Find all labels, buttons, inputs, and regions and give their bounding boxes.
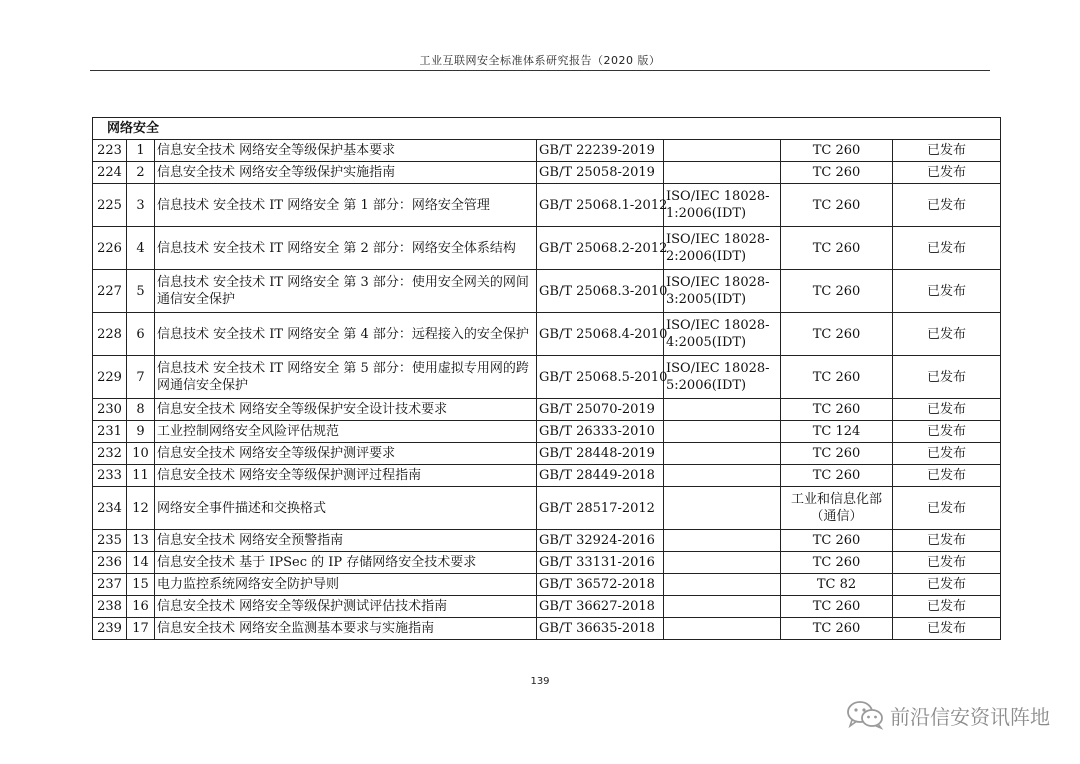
- iso-reference: [664, 618, 781, 640]
- row-index: 11: [127, 465, 155, 487]
- row-number: 238: [93, 596, 127, 618]
- status: 已发布: [893, 184, 1001, 227]
- standard-code: GB/T 25070-2019: [537, 399, 664, 421]
- row-index: 7: [127, 356, 155, 399]
- row-number: 236: [93, 552, 127, 574]
- standard-code: GB/T 36627-2018: [537, 596, 664, 618]
- status: 已发布: [893, 313, 1001, 356]
- standard-name: 工业控制网络安全风险评估规范: [155, 421, 537, 443]
- technical-committee: TC 124: [781, 421, 893, 443]
- section-title: 网络安全: [93, 118, 1001, 140]
- technical-committee: TC 260: [781, 443, 893, 465]
- row-index: 15: [127, 574, 155, 596]
- table-row: [93, 618, 1001, 640]
- technical-committee: TC 260: [781, 618, 893, 640]
- status: 已发布: [893, 227, 1001, 270]
- standard-name: 信息安全技术 网络安全等级保护安全设计技术要求: [155, 399, 537, 421]
- table-row: [93, 487, 1001, 530]
- row-number: 235: [93, 530, 127, 552]
- standard-code: GB/T 25068.2-2012: [537, 227, 664, 270]
- row-index: 3: [127, 184, 155, 227]
- standard-code: GB/T 26333-2010: [537, 421, 664, 443]
- technical-committee: TC 260: [781, 313, 893, 356]
- row-index: 17: [127, 618, 155, 640]
- table-row: [93, 421, 1001, 443]
- standard-code: GB/T 25068.5-2010: [537, 356, 664, 399]
- standard-name: 信息技术 安全技术 IT 网络安全 第 1 部分：网络安全管理: [155, 184, 537, 227]
- iso-reference: ISO/IEC 18028-1:2006(IDT): [664, 184, 781, 227]
- iso-reference: ISO/IEC 18028-2:2006(IDT): [664, 227, 781, 270]
- standard-name: 信息安全技术 网络安全等级保护实施指南: [155, 162, 537, 184]
- table-row: [93, 399, 1001, 421]
- status: 已发布: [893, 596, 1001, 618]
- table-row: [93, 443, 1001, 465]
- standard-name: 网络安全事件描述和交换格式: [155, 487, 537, 530]
- table-row: [93, 140, 1001, 162]
- technical-committee: TC 260: [781, 356, 893, 399]
- status: 已发布: [893, 552, 1001, 574]
- iso-reference: [664, 552, 781, 574]
- row-number: 230: [93, 399, 127, 421]
- row-number: 239: [93, 618, 127, 640]
- row-number: 234: [93, 487, 127, 530]
- iso-reference: [664, 530, 781, 552]
- report-header-title: 工业互联网安全标准体系研究报告（2020 版）: [419, 54, 661, 67]
- standard-name: 信息技术 安全技术 IT 网络安全 第 3 部分：使用安全网关的网间通信安全保护: [155, 270, 537, 313]
- table-row: [93, 574, 1001, 596]
- standard-name: 信息技术 安全技术 IT 网络安全 第 2 部分：网络安全体系结构: [155, 227, 537, 270]
- iso-reference: [664, 465, 781, 487]
- iso-reference: [664, 596, 781, 618]
- standard-code: GB/T 25068.1-2012: [537, 184, 664, 227]
- standard-code: GB/T 36635-2018: [537, 618, 664, 640]
- standard-code: GB/T 32924-2016: [537, 530, 664, 552]
- row-number: 232: [93, 443, 127, 465]
- technical-committee: TC 82: [781, 574, 893, 596]
- status: 已发布: [893, 162, 1001, 184]
- standards-table: [92, 117, 1001, 640]
- iso-reference: [664, 162, 781, 184]
- standard-name: 信息技术 安全技术 IT 网络安全 第 4 部分：远程接入的安全保护: [155, 313, 537, 356]
- iso-reference: ISO/IEC 18028-3:2005(IDT): [664, 270, 781, 313]
- standard-code: GB/T 33131-2016: [537, 552, 664, 574]
- iso-reference: [664, 487, 781, 530]
- wechat-icon: [846, 700, 884, 730]
- row-number: 225: [93, 184, 127, 227]
- standard-code: GB/T 28517-2012: [537, 487, 664, 530]
- standard-name: 信息安全技术 网络安全预警指南: [155, 530, 537, 552]
- standard-code: GB/T 28449-2018: [537, 465, 664, 487]
- row-index: 16: [127, 596, 155, 618]
- status: 已发布: [893, 530, 1001, 552]
- technical-committee: TC 260: [781, 162, 893, 184]
- technical-committee: TC 260: [781, 530, 893, 552]
- standard-name: 信息安全技术 网络安全监测基本要求与实施指南: [155, 618, 537, 640]
- status: 已发布: [893, 270, 1001, 313]
- row-index: 14: [127, 552, 155, 574]
- row-number: 233: [93, 465, 127, 487]
- standard-code: GB/T 28448-2019: [537, 443, 664, 465]
- row-index: 10: [127, 443, 155, 465]
- header-divider: [90, 70, 990, 71]
- table-row: [93, 530, 1001, 552]
- table-row: [93, 596, 1001, 618]
- iso-reference: ISO/IEC 18028-5:2006(IDT): [664, 356, 781, 399]
- technical-committee: TC 260: [781, 596, 893, 618]
- iso-reference: ISO/IEC 18028-4:2005(IDT): [664, 313, 781, 356]
- row-index: 2: [127, 162, 155, 184]
- watermark: [846, 700, 1050, 730]
- standard-code: GB/T 25058-2019: [537, 162, 664, 184]
- row-number: 237: [93, 574, 127, 596]
- watermark-text: 前沿信安资讯阵地: [890, 704, 1050, 729]
- status: 已发布: [893, 356, 1001, 399]
- section-header-row: [93, 118, 1001, 140]
- row-index: 8: [127, 399, 155, 421]
- status: 已发布: [893, 465, 1001, 487]
- table-row: [93, 184, 1001, 227]
- technical-committee: TC 260: [781, 270, 893, 313]
- standard-code: GB/T 25068.3-2010: [537, 270, 664, 313]
- technical-committee: TC 260: [781, 399, 893, 421]
- technical-committee: TC 260: [781, 227, 893, 270]
- technical-committee: TC 260: [781, 140, 893, 162]
- technical-committee: TC 260: [781, 184, 893, 227]
- row-index: 9: [127, 421, 155, 443]
- status: 已发布: [893, 443, 1001, 465]
- status: 已发布: [893, 399, 1001, 421]
- row-number: 226: [93, 227, 127, 270]
- standard-name: 信息技术 安全技术 IT 网络安全 第 5 部分：使用虚拟专用网的跨网通信安全保护: [155, 356, 537, 399]
- table-row: [93, 270, 1001, 313]
- row-number: 228: [93, 313, 127, 356]
- row-number: 229: [93, 356, 127, 399]
- technical-committee: TC 260: [781, 465, 893, 487]
- page-number: 139: [530, 676, 550, 687]
- table-row: [93, 356, 1001, 399]
- standard-name: 信息安全技术 网络安全等级保护测评过程指南: [155, 465, 537, 487]
- standard-name: 电力监控系统网络安全防护导则: [155, 574, 537, 596]
- iso-reference: [664, 421, 781, 443]
- iso-reference: [664, 574, 781, 596]
- row-index: 5: [127, 270, 155, 313]
- status: 已发布: [893, 140, 1001, 162]
- iso-reference: [664, 399, 781, 421]
- row-index: 12: [127, 487, 155, 530]
- standard-name: 信息安全技术 网络安全等级保护基本要求: [155, 140, 537, 162]
- standard-code: GB/T 22239-2019: [537, 140, 664, 162]
- status: 已发布: [893, 574, 1001, 596]
- standard-code: GB/T 25068.4-2010: [537, 313, 664, 356]
- table-row: [93, 227, 1001, 270]
- standard-name: 信息安全技术 基于 IPSec 的 IP 存储网络安全技术要求: [155, 552, 537, 574]
- status: 已发布: [893, 487, 1001, 530]
- standard-code: GB/T 36572-2018: [537, 574, 664, 596]
- standard-name: 信息安全技术 网络安全等级保护测评要求: [155, 443, 537, 465]
- technical-committee: 工业和信息化部（通信）: [781, 487, 893, 530]
- table-row: [93, 465, 1001, 487]
- status: 已发布: [893, 618, 1001, 640]
- table-row: [93, 162, 1001, 184]
- row-number: 224: [93, 162, 127, 184]
- row-index: 13: [127, 530, 155, 552]
- row-index: 1: [127, 140, 155, 162]
- table-row: [93, 313, 1001, 356]
- row-number: 227: [93, 270, 127, 313]
- status: 已发布: [893, 421, 1001, 443]
- row-number: 231: [93, 421, 127, 443]
- technical-committee: TC 260: [781, 552, 893, 574]
- iso-reference: [664, 140, 781, 162]
- row-number: 223: [93, 140, 127, 162]
- iso-reference: [664, 443, 781, 465]
- table-row: [93, 552, 1001, 574]
- row-index: 4: [127, 227, 155, 270]
- row-index: 6: [127, 313, 155, 356]
- standard-name: 信息安全技术 网络安全等级保护测试评估技术指南: [155, 596, 537, 618]
